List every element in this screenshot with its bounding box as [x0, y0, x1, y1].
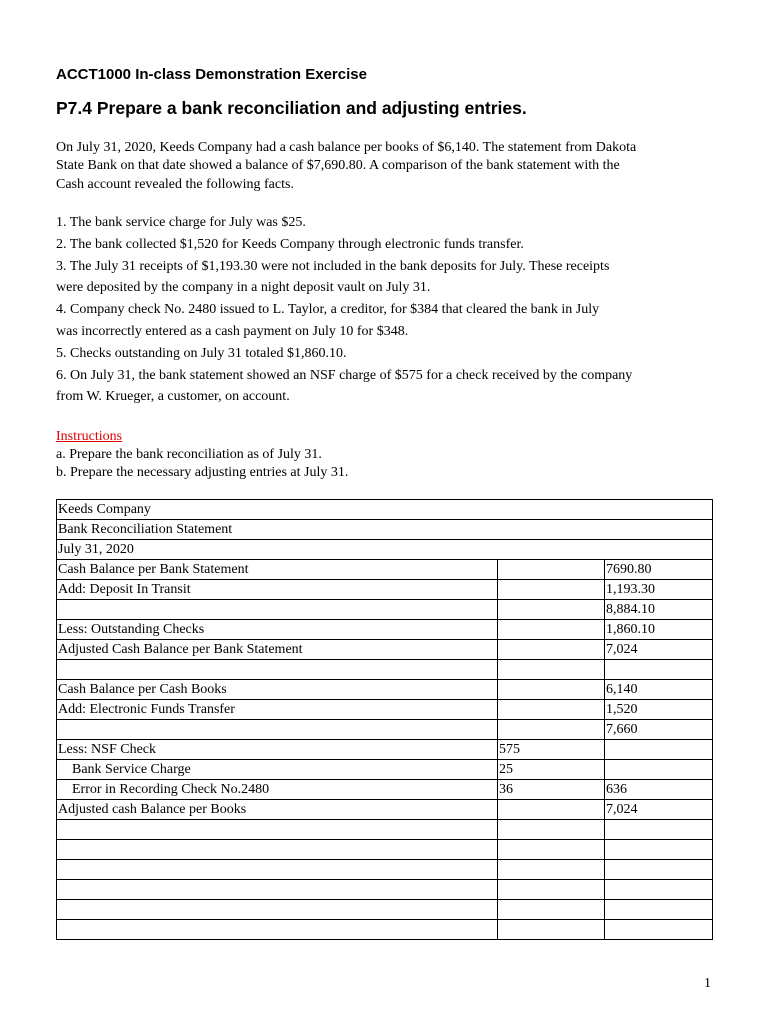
row-amount [498, 820, 605, 840]
row-amount [498, 560, 605, 580]
fact-line: 1. The bank service charge for July was $25. [56, 215, 306, 230]
instructions-label: Instructions [56, 429, 123, 444]
row-amount: 575 [498, 740, 605, 760]
intro-line: State Bank on that date showed a balance of $7,690.80. A comparison of the bank statement with the [56, 158, 620, 174]
table-row [57, 760, 713, 780]
row-amount [498, 860, 605, 880]
row-description [57, 900, 498, 920]
row-total [605, 860, 713, 880]
row-description: Add: Deposit In Transit [57, 580, 498, 600]
row-amount [498, 920, 605, 940]
table-row [57, 660, 713, 680]
row-total: 7,024 [605, 800, 713, 820]
instruction-item: b. Prepare the necessary adjusting entries at July 31. [56, 465, 349, 480]
row-total [605, 660, 713, 680]
row-description [57, 820, 498, 840]
fact-line: 4. Company check No. 2480 issued to L. Taylor, a creditor, for $384 that cleared the bank in July [56, 302, 600, 318]
problem-title: P7.4 Prepare a bank reconciliation and adjusting entries. [56, 98, 527, 118]
row-description [57, 880, 498, 900]
row-total [605, 920, 713, 940]
row-description: Bank Service Charge [57, 760, 498, 780]
row-total: 8,884.10 [605, 600, 713, 620]
row-description [57, 840, 498, 860]
table-row [57, 600, 713, 620]
course-heading: ACCT1000 In-class Demonstration Exercise [56, 66, 367, 83]
row-amount [498, 640, 605, 660]
row-description: Add: Electronic Funds Transfer [57, 700, 498, 720]
row-total [605, 820, 713, 840]
row-amount [498, 700, 605, 720]
fact-line: was incorrectly entered as a cash payment on July 10 for $348. [56, 323, 409, 339]
table-row [57, 680, 713, 700]
table-title-row [57, 500, 713, 520]
fact-line: 6. On July 31, the bank statement showed an NSF charge of $575 for a check received by the company [56, 367, 633, 383]
table-row [57, 920, 713, 940]
table-row [57, 880, 713, 900]
row-description [57, 920, 498, 940]
row-amount: 36 [498, 780, 605, 800]
row-description: Adjusted Cash Balance per Bank Statement [57, 640, 498, 660]
intro-line: On July 31, 2020, Keeds Company had a cash balance per books of $6,140. The statement from Dakota [56, 140, 637, 155]
intro-paragraph [56, 139, 712, 194]
row-description [57, 600, 498, 620]
facts-list [56, 212, 716, 408]
table-row [57, 860, 713, 880]
table-title-cell: Keeds Company [57, 500, 713, 520]
row-amount [498, 620, 605, 640]
instruction-item: a. Prepare the bank reconciliation as of July 31. [56, 447, 322, 462]
row-description: Error in Recording Check No.2480 [57, 780, 498, 800]
table-row [57, 640, 713, 660]
row-total: 7,660 [605, 720, 713, 740]
row-total [605, 840, 713, 860]
table-row [57, 580, 713, 600]
fact-line: 5. Checks outstanding on July 31 totaled $1,860.10. [56, 345, 347, 361]
table-row [57, 700, 713, 720]
row-total [605, 900, 713, 920]
fact-line: 2. The bank collected $1,520 for Keeds Company through electronic funds transfer. [56, 236, 524, 252]
row-amount [498, 900, 605, 920]
table-row [57, 900, 713, 920]
row-total: 1,193.30 [605, 580, 713, 600]
row-total [605, 740, 713, 760]
row-total: 636 [605, 780, 713, 800]
row-total [605, 880, 713, 900]
row-amount [498, 840, 605, 860]
bank-reconciliation-table [56, 499, 713, 940]
fact-line: were deposited by the company in a night deposit vault on July 31. [56, 280, 431, 296]
row-amount [498, 660, 605, 680]
row-amount [498, 600, 605, 620]
row-total: 6,140 [605, 680, 713, 700]
table-title-row [57, 540, 713, 560]
table-row [57, 820, 713, 840]
table-row [57, 560, 713, 580]
table-row [57, 840, 713, 860]
row-description: Less: Outstanding Checks [57, 620, 498, 640]
row-total: 1,860.10 [605, 620, 713, 640]
table-row [57, 620, 713, 640]
row-description [57, 860, 498, 880]
intro-line: Cash account revealed the following facts. [56, 176, 294, 192]
table-row [57, 780, 713, 800]
row-amount [498, 680, 605, 700]
row-total: 7690.80 [605, 560, 713, 580]
row-description: Cash Balance per Cash Books [57, 680, 498, 700]
row-description: Cash Balance per Bank Statement [57, 560, 498, 580]
row-total: 7,024 [605, 640, 713, 660]
table-title-cell: July 31, 2020 [57, 540, 713, 560]
table-row [57, 720, 713, 740]
fact-line: from W. Krueger, a customer, on account. [56, 389, 290, 405]
fact-line: 3. The July 31 receipts of $1,193.30 were not included in the bank deposits for July. These receipts [56, 258, 610, 274]
table-title-row [57, 520, 713, 540]
page-number: 1 [704, 976, 711, 991]
instructions-section [56, 428, 348, 482]
row-amount [498, 800, 605, 820]
row-amount [498, 880, 605, 900]
table-row [57, 740, 713, 760]
row-description: Adjusted cash Balance per Books [57, 800, 498, 820]
row-total [605, 760, 713, 780]
row-amount [498, 580, 605, 600]
row-amount [498, 720, 605, 740]
table-row [57, 800, 713, 820]
row-description [57, 660, 498, 680]
row-total: 1,520 [605, 700, 713, 720]
table-title-cell: Bank Reconciliation Statement [57, 520, 713, 540]
row-description [57, 720, 498, 740]
row-amount: 25 [498, 760, 605, 780]
row-description: Less: NSF Check [57, 740, 498, 760]
